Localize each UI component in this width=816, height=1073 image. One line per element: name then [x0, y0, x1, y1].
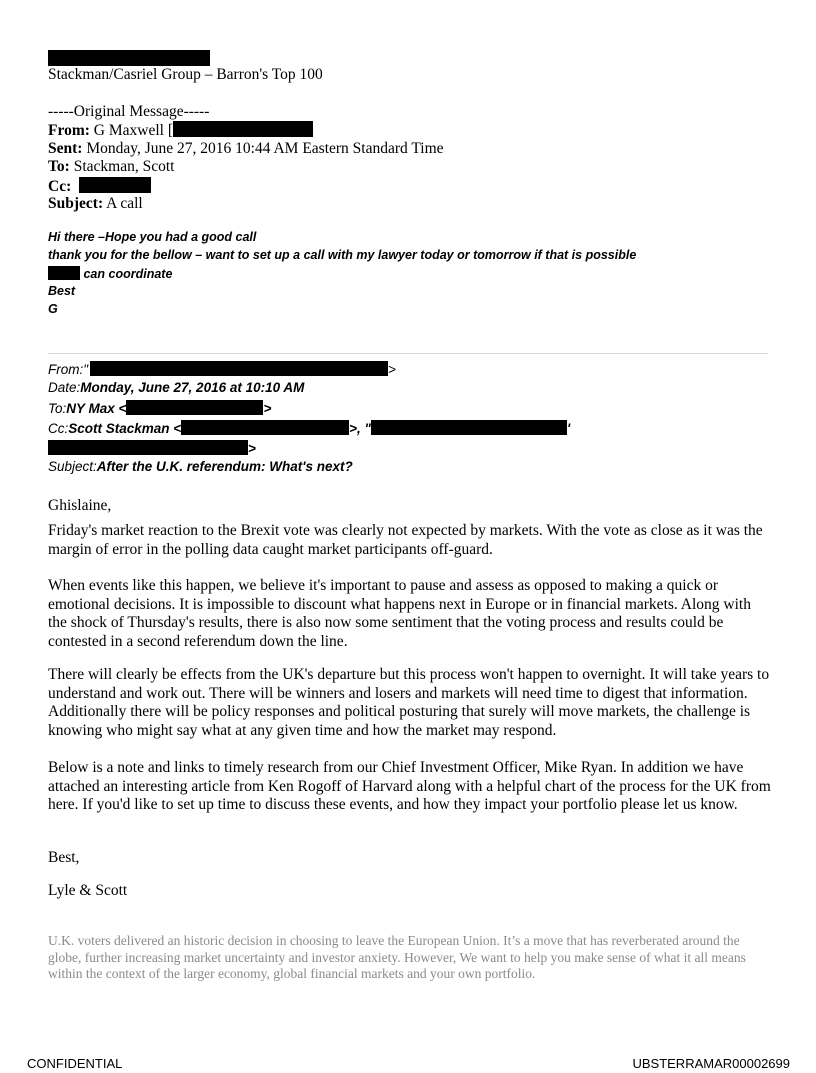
orig-cc-label: Cc: [48, 178, 72, 195]
orig-subject-line [48, 195, 143, 213]
fwd-to-line [48, 400, 271, 416]
fwd-cc-end: > [248, 441, 256, 456]
redaction-bar [173, 121, 313, 137]
redaction-bar [90, 361, 388, 376]
reply-line-5: G [48, 302, 58, 316]
reply-line-4: Best [48, 284, 76, 298]
salutation: Ghislaine, [48, 497, 112, 514]
paragraph-3: There will clearly be effects from the UK's departure but this process won't happen to overnight. It will take years to understand and work out. There will be winners and losers and markets will need time to digest that information. Additionally there will be policy responses and political posturing that surely will move markets, the challenge is knowing who might say what at any given time and how the market may respond. [48, 666, 770, 739]
closing: Best, [48, 849, 80, 866]
gray-note: U.K. voters delivered an historic decision in choosing to leave the European Union. It’s a move that has reverberated around the globe, further increasing market uncertainty and investor anxiety. However, We want to help you make sense of what it all means within the context of the larger economy, global financial markets and your own portfolio. [48, 933, 746, 981]
redaction-bar [79, 177, 151, 193]
footer-confidential: CONFIDENTIAL [27, 1056, 123, 1071]
redaction-bar [126, 400, 263, 415]
orig-subject-value: A call [106, 195, 143, 212]
fwd-date-line [48, 380, 304, 395]
fwd-cc-label: Cc: [48, 421, 69, 436]
paragraph-4: Below is a note and links to timely research from our Chief Investment Officer, Mike Ryan. In addition we have attached an interesting article from Ken Rogoff of Harvard along with a helpful chart of the process for the UK from here. If you'd like to set up time to discuss these events, and how they impact your portfolio please let us know. [48, 759, 771, 813]
orig-cc-line [48, 177, 151, 196]
fwd-to-value: NY Max < [66, 401, 127, 416]
original-message-separator: -----Original Message----- [48, 103, 210, 120]
fwd-subject-value: After the U.K. referendum: What's next? [96, 459, 353, 474]
group-line: Stackman/Casriel Group – Barron's Top 100 [48, 66, 323, 83]
redaction-bar [371, 420, 567, 435]
orig-to-value: Stackman, Scott [73, 158, 175, 175]
redaction-bar [181, 420, 349, 435]
fwd-from-end: > [388, 362, 396, 377]
fwd-cc-mid: >, " [349, 421, 371, 436]
fwd-cc-value: Scott Stackman < [68, 421, 182, 436]
orig-from-label: From: [48, 122, 90, 139]
fwd-to-label: To: [48, 401, 67, 416]
reply-line-3-text: can coordinate [83, 267, 173, 281]
fwd-cc-line [48, 420, 570, 436]
orig-subject-label: Subject: [48, 195, 104, 212]
divider-line [48, 353, 768, 354]
fwd-cc-quote: ' [566, 421, 571, 436]
fwd-subject-label: Subject: [48, 459, 97, 474]
redaction-bar [48, 50, 210, 66]
orig-to-label: To: [48, 158, 70, 175]
redaction-bar [48, 266, 80, 280]
fwd-cc-line-2 [48, 440, 256, 456]
orig-sent-value: Monday, June 27, 2016 10:44 AM Eastern Standard Time [86, 140, 444, 157]
paragraph-2: When events like this happen, we believe it's important to pause and assess as opposed to making a quick or emotional decisions. It is impossible to discount what happens next in Europe or in financial markets. Along with the shock of Thursday's results, there is also now some sentiment that the voting process and results could be contested in a second referendum down the line. [48, 577, 751, 650]
fwd-from-label: From:" [48, 362, 89, 377]
reply-line-3 [48, 266, 172, 281]
orig-from-value: G Maxwell [ [93, 122, 173, 139]
paragraph-1: Friday's market reaction to the Brexit vote was clearly not expected by markets. With the vote as close as it was the margin of error in the polling data caught market participants off-guard. [48, 522, 763, 558]
reply-line-1: Hi there –Hope you had a good call [48, 230, 257, 244]
footer-bates-number: UBSTERRAMAR00002699 [632, 1056, 790, 1071]
orig-from-line [48, 121, 313, 140]
fwd-to-end: > [263, 401, 272, 416]
orig-sent-label: Sent: [48, 140, 83, 157]
fwd-from-line [48, 361, 396, 377]
fwd-date-value: Monday, June 27, 2016 at 10:10 AM [80, 380, 305, 395]
fwd-subject-line [48, 459, 353, 474]
signoff: Lyle & Scott [48, 882, 128, 899]
reply-line-2: thank you for the bellow – want to set up a call with my lawyer today or tomorrow if that is possible [48, 248, 637, 262]
redaction-bar [48, 440, 248, 455]
fwd-date-label: Date: [48, 380, 81, 395]
orig-to-line [48, 158, 174, 176]
orig-sent-line [48, 140, 444, 158]
